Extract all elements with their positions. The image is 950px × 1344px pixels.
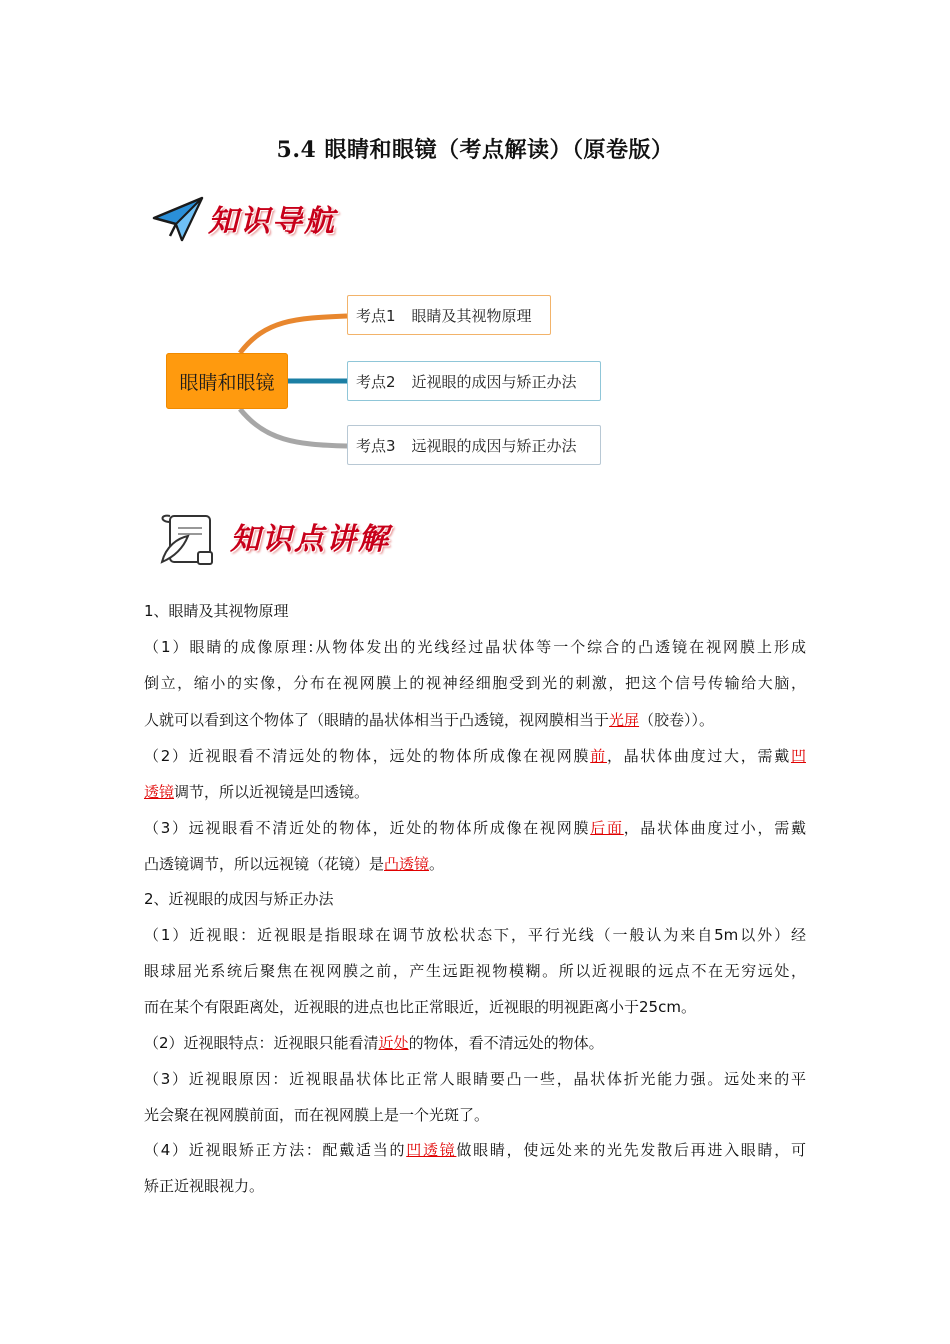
s2-p3-line2: 光会聚在视网膜前面，而在视网膜上是一个光斑了。 — [144, 1106, 490, 1124]
mindmap-node-3 — [347, 425, 601, 465]
s1-p1-line2: 倒立，缩小的实像，分布在视网膜上的视神经细胞受到光的刺激，把这个信号传输给大脑， — [144, 674, 806, 692]
answer-jinchu: 近处 — [378, 1034, 409, 1052]
section-1-heading: 1、眼睛及其视物原理 — [144, 602, 289, 620]
answer-aotoujing: 凹透镜 — [406, 1141, 457, 1159]
s2-p4-line2: 矫正近视眼视力。 — [144, 1177, 265, 1195]
connector-3 — [240, 409, 347, 446]
node-3-label: 远视眼的成因与矫正办法 — [411, 436, 577, 455]
node-1-label: 眼睛及其视物原理 — [411, 306, 532, 325]
mindmap-node-1 — [347, 295, 551, 335]
s1-p2-line2-b: 调节，所以近视镜是凹透镜。 — [174, 783, 370, 801]
s1-p3-line1 — [144, 817, 806, 838]
s2-p1-line3: 而在某个有限距离处，近视眼的进点也比正常眼近，近视眼的明视距离小于25cm。 — [144, 998, 696, 1016]
answer-ao: 凹 — [790, 747, 806, 765]
knowledge-navigation-banner: 知识导航 — [208, 204, 336, 239]
s1-p2-line2 — [144, 781, 369, 802]
s1-p1-line3-b: （胶卷））。 — [639, 711, 715, 729]
s2-p2 — [144, 1032, 604, 1053]
s2-p4-line1-a: （4）近视眼矫正方法：配戴适当的 — [144, 1141, 407, 1159]
connector-1 — [240, 316, 347, 353]
mindmap-node-2 — [347, 361, 601, 401]
answer-toujing: 透镜 — [144, 783, 175, 801]
s1-p1-line3 — [144, 709, 714, 730]
mindmap-connectors — [0, 0, 950, 480]
s1-p1-line3-a: 人就可以看到这个物体了（眼睛的晶状体相当于凸透镜，视网膜相当于 — [144, 711, 610, 729]
s2-p2-b: 的物体，看不清远处的物体。 — [408, 1034, 604, 1052]
s2-p4-line1 — [144, 1139, 806, 1160]
s1-p1-line1: （1）眼睛的成像原理:从物体发出的光线经过晶状体等一个综合的凸透镜在视网膜上形成 — [144, 638, 806, 656]
s1-p2-line1-b: ，晶状体曲度过大，需戴 — [606, 747, 791, 765]
answer-guangping: 光屏 — [609, 711, 640, 729]
knowledge-point-banner: 知识点讲解 — [230, 522, 390, 557]
node-3-number: 考点3 — [356, 436, 396, 455]
node-2-number: 考点2 — [356, 372, 396, 391]
page-title: 5.4 眼睛和眼镜（考点解读）（原卷版） — [276, 137, 674, 163]
s1-p3-line1-b: ，晶状体曲度过小，需戴 — [623, 819, 806, 837]
answer-tutoujing: 凸透镜 — [384, 855, 430, 873]
mindmap-center-node: 眼睛和眼镜 — [166, 353, 288, 409]
s2-p4-line1-b: 做眼睛，使远处来的光先发散后再进入眼睛，可 — [456, 1141, 806, 1159]
s2-p1-line1: （1）近视眼：近视眼是指眼球在调节放松状态下，平行光线（一般认为来自5m以外）经 — [144, 926, 806, 944]
s1-p3-line1-a: （3）远视眼看不清近处的物体，近处的物体所成像在视网膜 — [144, 819, 591, 837]
s2-p1-line2: 眼球屈光系统后聚焦在视网膜之前，产生远距视物模糊。所以近视眼的远点不在无穷远处， — [144, 962, 806, 980]
s2-p2-a: （2）近视眼特点：近视眼只能看清 — [144, 1034, 379, 1052]
s1-p3-line2 — [144, 853, 444, 874]
section-2-heading: 2、近视眼的成因与矫正办法 — [144, 890, 334, 908]
s2-p3-line1: （3）近视眼原因：近视眼晶状体比正常人眼睛要凸一些，晶状体折光能力强。远处来的平 — [144, 1070, 806, 1088]
s1-p2-line1-a: （2）近视眼看不清远处的物体，远处的物体所成像在视网膜 — [144, 747, 591, 765]
s1-p2-line1 — [144, 745, 806, 766]
node-2-label: 近视眼的成因与矫正办法 — [411, 372, 577, 391]
s1-p3-line2-b: 。 — [429, 855, 445, 873]
answer-qian: 前 — [590, 747, 607, 765]
answer-houmian: 后面 — [590, 819, 624, 837]
node-1-number: 考点1 — [356, 306, 396, 325]
s1-p3-line2-a: 凸透镜调节，所以远视镜（花镜）是 — [144, 855, 385, 873]
scroll-quill-icon — [156, 512, 218, 570]
